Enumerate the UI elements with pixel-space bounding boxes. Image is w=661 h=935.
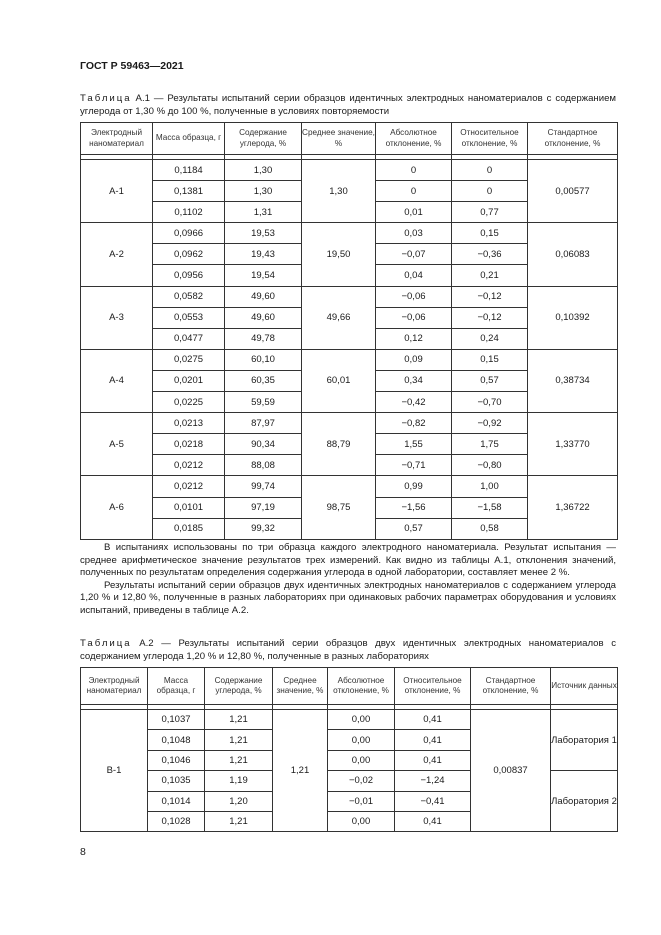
abs-dev-cell: −0,01 (328, 791, 395, 811)
mass-cell: 0,0201 (153, 370, 225, 391)
col-header-mean: Среднее значение, % (302, 123, 376, 155)
material-cell: А-6 (81, 476, 153, 539)
abs-dev-cell: 0,00 (328, 730, 395, 750)
source-cell: Лаборатория 1 (551, 710, 618, 771)
carbon-cell: 1,21 (205, 730, 273, 750)
mass-cell: 0,0218 (153, 434, 225, 455)
rel-dev-cell: 0,77 (452, 202, 528, 223)
carbon-cell: 88,08 (225, 455, 302, 476)
mean-cell: 49,66 (302, 286, 376, 349)
table2-caption-label: Таблица (80, 638, 132, 649)
col-header-carbon: Содержание углерода, % (225, 123, 302, 155)
std-dev-cell: 0,38734 (528, 349, 618, 412)
carbon-cell: 1,20 (205, 791, 273, 811)
mass-cell: 0,1037 (148, 710, 205, 730)
source-cell: Лаборатория 2 (551, 771, 618, 832)
carbon-cell: 19,53 (225, 223, 302, 244)
abs-dev-cell: −0,42 (376, 392, 452, 413)
mass-cell: 0,0275 (153, 349, 225, 370)
material-cell: В-1 (81, 710, 148, 832)
std-dev-cell: 0,10392 (528, 286, 618, 349)
abs-dev-cell: 0,00 (328, 710, 395, 730)
col-header-material: Электродный наноматериал (81, 668, 148, 705)
table1-caption-text: А.1 — Результаты испытаний серии образцов идентичных электродных наноматериалов с содержанием углерода от 1,30 % до 100 %, полученные в условиях повторяемости (80, 93, 616, 117)
rel-dev-cell: 0,15 (452, 223, 528, 244)
material-cell: А-5 (81, 413, 153, 476)
carbon-cell: 1,21 (205, 750, 273, 770)
carbon-cell: 60,35 (225, 370, 302, 391)
table2-caption-text: А.2 — Результаты испытаний серии образцов двух идентичных электродных наноматериалов с содержанием углерода 1,20 % и 12,80 %, полученные в разных лабораториях (80, 638, 616, 662)
material-cell: А-2 (81, 223, 153, 286)
mass-cell: 0,0213 (153, 413, 225, 434)
rel-dev-cell: 0,24 (452, 328, 528, 349)
abs-dev-cell: 0,00 (328, 750, 395, 770)
material-cell: А-4 (81, 349, 153, 412)
paragraph: Результаты испытаний серии образцов двух идентичных электродных наноматериалов с содержанием углерода 1,20 % и 12,80 %, полученные в разных лабораториях при одинаковых рабочих параметрах оборудования и условиях испытаний, приведены в таблице А.2. (80, 579, 616, 616)
rel-dev-cell: −0,12 (452, 286, 528, 307)
abs-dev-cell: 0,12 (376, 328, 452, 349)
rel-dev-cell: −0,70 (452, 392, 528, 413)
abs-dev-cell: −0,71 (376, 455, 452, 476)
mass-cell: 0,1381 (153, 181, 225, 202)
mean-cell: 1,30 (302, 160, 376, 223)
abs-dev-cell: 0,04 (376, 265, 452, 286)
mass-cell: 0,1102 (153, 202, 225, 223)
rel-dev-cell: −0,92 (452, 413, 528, 434)
table1-caption-label: Таблица (80, 93, 132, 104)
abs-dev-cell: 0,00 (328, 811, 395, 831)
abs-dev-cell: 1,55 (376, 434, 452, 455)
col-header-std-dev: Стандартное отклонение, % (528, 123, 618, 155)
col-header-carbon: Содержание углерода, % (205, 668, 273, 705)
rel-dev-cell: 1,00 (452, 476, 528, 497)
rel-dev-cell: 0,57 (452, 370, 528, 391)
carbon-cell: 97,19 (225, 497, 302, 518)
col-header-material: Электродный наноматериал (81, 123, 153, 155)
rel-dev-cell: 0,21 (452, 265, 528, 286)
col-header-abs-dev: Абсолютное отклонение, % (376, 123, 452, 155)
carbon-cell: 59,59 (225, 392, 302, 413)
mass-cell: 0,1035 (148, 771, 205, 791)
results-table-a1 (80, 122, 618, 540)
carbon-cell: 49,60 (225, 307, 302, 328)
abs-dev-cell: −0,07 (376, 244, 452, 265)
rel-dev-cell: 0 (452, 160, 528, 181)
material-cell: А-3 (81, 286, 153, 349)
body-text (80, 542, 616, 617)
mean-cell: 98,75 (302, 476, 376, 539)
mass-cell: 0,0962 (153, 244, 225, 265)
carbon-cell: 99,74 (225, 476, 302, 497)
col-header-mass: Масса образца, г (153, 123, 225, 155)
table-row (81, 413, 618, 434)
mean-cell: 19,50 (302, 223, 376, 286)
mean-cell: 60,01 (302, 349, 376, 412)
abs-dev-cell: −0,06 (376, 307, 452, 328)
rel-dev-cell: 0,41 (395, 730, 471, 750)
mass-cell: 0,0225 (153, 392, 225, 413)
mass-cell: 0,1048 (148, 730, 205, 750)
col-header-rel-dev: Относительное отклонение, % (452, 123, 528, 155)
carbon-cell: 99,32 (225, 518, 302, 539)
results-table-a2 (80, 667, 618, 832)
table2-caption (80, 638, 616, 663)
rel-dev-cell: 0,41 (395, 710, 471, 730)
abs-dev-cell: −0,06 (376, 286, 452, 307)
rel-dev-cell: −1,58 (452, 497, 528, 518)
abs-dev-cell: 0,34 (376, 370, 452, 391)
col-header-mass: Масса образца, г (148, 668, 205, 705)
mass-cell: 0,1046 (148, 750, 205, 770)
carbon-cell: 1,30 (225, 181, 302, 202)
table-row (81, 223, 618, 244)
mass-cell: 0,0212 (153, 455, 225, 476)
abs-dev-cell: 0,09 (376, 349, 452, 370)
carbon-cell: 19,43 (225, 244, 302, 265)
carbon-cell: 19,54 (225, 265, 302, 286)
rel-dev-cell: −0,41 (395, 791, 471, 811)
rel-dev-cell: 0,41 (395, 750, 471, 770)
carbon-cell: 1,21 (205, 710, 273, 730)
abs-dev-cell: 0,99 (376, 476, 452, 497)
rel-dev-cell: −0,12 (452, 307, 528, 328)
rel-dev-cell: 1,75 (452, 434, 528, 455)
carbon-cell: 49,78 (225, 328, 302, 349)
std-dev-cell: 0,06083 (528, 223, 618, 286)
mass-cell: 0,0956 (153, 265, 225, 286)
rel-dev-cell: 0,15 (452, 349, 528, 370)
mass-cell: 0,1184 (153, 160, 225, 181)
carbon-cell: 1,19 (205, 771, 273, 791)
mass-cell: 0,1014 (148, 791, 205, 811)
mean-cell: 1,21 (273, 710, 328, 832)
mass-cell: 0,0477 (153, 328, 225, 349)
rel-dev-cell: −0,80 (452, 455, 528, 476)
mean-cell: 88,79 (302, 413, 376, 476)
mass-cell: 0,1028 (148, 811, 205, 831)
col-header-abs-dev: Абсолютное отклонение, % (328, 668, 395, 705)
mass-cell: 0,0212 (153, 476, 225, 497)
abs-dev-cell: 0 (376, 181, 452, 202)
abs-dev-cell: 0,57 (376, 518, 452, 539)
carbon-cell: 87,97 (225, 413, 302, 434)
table-row (81, 349, 618, 370)
table1-caption (80, 93, 616, 118)
rel-dev-cell: 0,58 (452, 518, 528, 539)
std-dev-cell: 0,00837 (471, 710, 551, 832)
mass-cell: 0,0185 (153, 518, 225, 539)
rel-dev-cell: 0,41 (395, 811, 471, 831)
rel-dev-cell: −1,24 (395, 771, 471, 791)
rel-dev-cell: 0 (452, 181, 528, 202)
table-row (81, 710, 618, 730)
table-row (81, 286, 618, 307)
carbon-cell: 49,60 (225, 286, 302, 307)
abs-dev-cell: −0,02 (328, 771, 395, 791)
std-dev-cell: 1,36722 (528, 476, 618, 539)
mass-cell: 0,0966 (153, 223, 225, 244)
std-dev-cell: 1,33770 (528, 413, 618, 476)
abs-dev-cell: 0,03 (376, 223, 452, 244)
page-number: 8 (80, 846, 86, 858)
carbon-cell: 90,34 (225, 434, 302, 455)
col-header-rel-dev: Относительное отклонение, % (395, 668, 471, 705)
mass-cell: 0,0101 (153, 497, 225, 518)
abs-dev-cell: −1,56 (376, 497, 452, 518)
abs-dev-cell: 0 (376, 160, 452, 181)
paragraph: В испытаниях использованы по три образца каждого электродного наноматериала. Результат испытания — среднее арифметическое значение результатов трех измерений. Как видно из таблицы А.1, отклонения значений, полученных по результатам определения содержания углерода в одной лаборатории, составляет менее 2 %. (80, 542, 616, 578)
carbon-cell: 1,31 (225, 202, 302, 223)
table-row (81, 476, 618, 497)
material-cell: А-1 (81, 160, 153, 223)
mass-cell: 0,0553 (153, 307, 225, 328)
carbon-cell: 1,30 (225, 160, 302, 181)
col-header-mean: Среднее значение, % (273, 668, 328, 705)
table-row (81, 160, 618, 181)
rel-dev-cell: −0,36 (452, 244, 528, 265)
abs-dev-cell: −0,82 (376, 413, 452, 434)
col-header-source: Источник данных (551, 668, 618, 705)
std-dev-cell: 0,00577 (528, 160, 618, 223)
carbon-cell: 1,21 (205, 811, 273, 831)
document-header: ГОСТ Р 59463—2021 (80, 60, 184, 72)
col-header-std-dev: Стандартное отклонение, % (471, 668, 551, 705)
mass-cell: 0,0582 (153, 286, 225, 307)
abs-dev-cell: 0,01 (376, 202, 452, 223)
carbon-cell: 60,10 (225, 349, 302, 370)
